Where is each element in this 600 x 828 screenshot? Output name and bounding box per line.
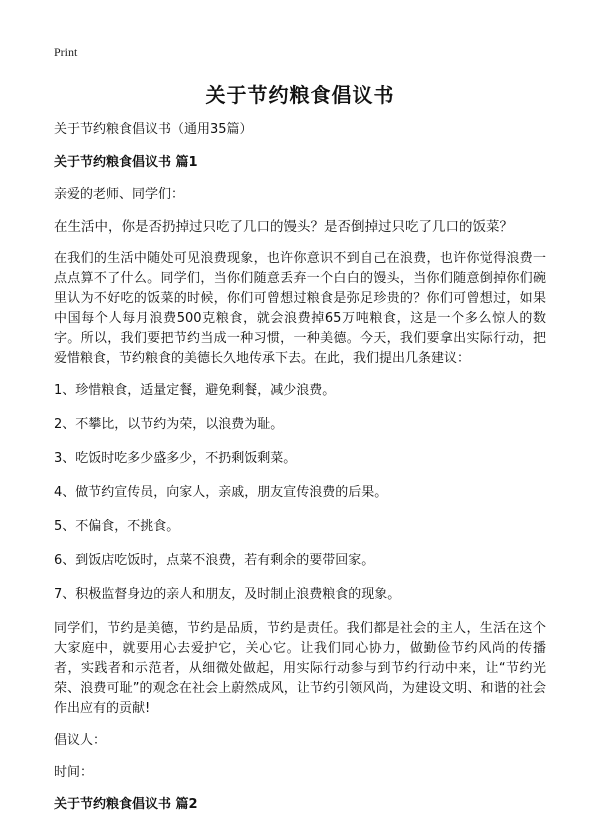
suggestion-item: 6、到饭店吃饭时，点菜不浪费，若有剩余的要带回家。: [54, 553, 375, 568]
paragraph-1: 在我们的生活中随处可见浪费现象，也许你意识不到自己在浪费，也许你觉得浪费一点点算不了什么。同学们，当你们随意丢弃一个白白的馒头，当你们随意倒掉你们碗里认为不好吃的饭菜的时候，你们可曾想过粮食是弥足珍贵的？你们可曾想过，如果中国每个人每月浪费500克粮食，就会浪费掉65万吨粮食，这是一个多么惊人的数字。所以，我们要把节约当成一种习惯，一种美德。今天，我们要拿出实际行动，把爱惜粮食，节约粮食的美德长久地传承下去。在此，我们提出几条建议：: [54, 251, 546, 366]
paragraph-2: 同学们，节约是美德，节约是品质，节约是责任。我们都是社会的主人，生活在这个大家庭中，就要用心去爱护它，关心它。让我们同心协力，做勤俭节约风尚的传播者，实践者和示范者，从细微处做起，用实际行动参与到节约行动中来，让“节约光荣、浪费可耻”的观念在社会上蔚然成风，让节约引领风尚，为建设文明、和谐的社会作出应有的贡献!: [54, 621, 546, 716]
intro-question: 在生活中，你是否扔掉过只吃了几口的馒头？是否倒掉过只吃了几口的饭菜？: [54, 219, 513, 235]
document-body: [54, 120, 546, 827]
greeting: 亲爱的老师、同学们：: [54, 187, 185, 202]
document-subtitle: 关于节约粮食倡议书（通用35篇）: [54, 122, 253, 137]
suggestion-item: 2、不攀比，以节约为荣，以浪费为耻。: [54, 417, 284, 432]
section-heading-2: 关于节约粮食倡议书 篇2: [54, 797, 198, 812]
suggestion-item: 3、吃饭时吃多少盛多少，不扔剩饭剩菜。: [54, 451, 297, 466]
page-title: 关于节约粮食倡议书: [205, 83, 395, 107]
suggestion-item: 1、珍惜粮食，适量定餐，避免剩餐，减少浪费。: [54, 383, 336, 398]
initiator-label: 倡议人：: [54, 733, 107, 748]
print-link[interactable]: Print: [54, 45, 78, 59]
section-heading-1: 关于节约粮食倡议书 篇1: [54, 155, 198, 170]
suggestion-item: 4、做节约宣传员，向家人，亲戚，朋友宣传浪费的后果。: [54, 485, 388, 500]
suggestion-item: 7、积极监督身边的亲人和朋友，及时制止浪费粮食的现象。: [54, 587, 401, 602]
time-label: 时间：: [54, 765, 94, 780]
suggestion-item: 5、不偏食，不挑食。: [54, 519, 180, 534]
